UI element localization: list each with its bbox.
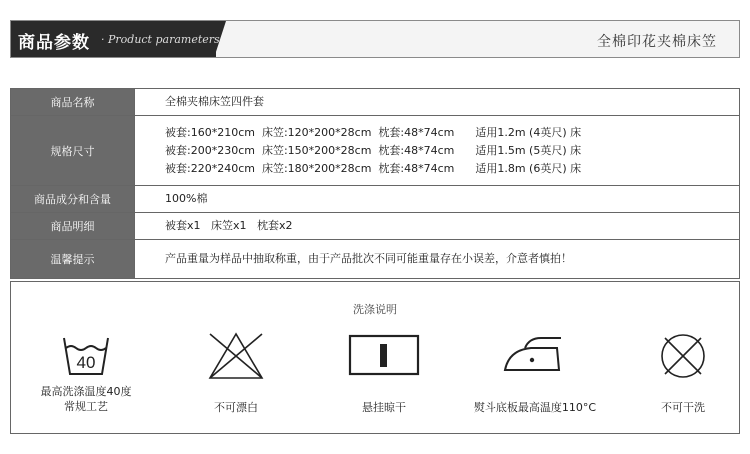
care-label: 常规工艺 [64, 400, 108, 413]
no-dry-clean-icon [643, 326, 723, 384]
table-row [11, 116, 740, 186]
row-value-name [135, 89, 740, 116]
no-bleach-icon [196, 326, 276, 384]
row-label-material: 商品成分和含量 [11, 186, 135, 213]
care-label: 熨斗底板最高温度110°C [473, 401, 597, 414]
section-title: 商品参数 [18, 33, 90, 53]
hang-dry-icon [344, 326, 424, 384]
table-row [11, 89, 740, 116]
product-name-value: 全棉夹棉床笠四件套 [165, 95, 264, 108]
care-title: 洗涤说明 [353, 303, 397, 316]
care-label: 最高洗涤温度40度 [40, 385, 132, 398]
row-value-size [135, 116, 740, 186]
tip-value: 产品重量为样品中抽取称重，由于产品批次不同可能重量存在小误差，介意者慎拍！ [165, 252, 572, 265]
table-row [11, 240, 740, 279]
care-item-bleach [166, 326, 306, 415]
size-line: 被套:220*240cm 床笠:180*200*28cm 枕套:48*74cm 适用1.8m (6英尺) 床 [165, 161, 582, 175]
section-banner [10, 20, 740, 58]
care-item-wash [16, 326, 156, 414]
row-label-contents: 商品明细 [11, 213, 135, 240]
care-item-dry-clean [613, 326, 750, 415]
row-label-tip: 温馨提示 [11, 240, 135, 279]
row-label-size: 规格尺寸 [11, 116, 135, 186]
contents-value: 被套x1 床笠x1 枕套x2 [165, 219, 293, 232]
material-value: 100%棉 [165, 192, 208, 205]
care-item-iron [465, 326, 605, 415]
row-value-material [135, 186, 740, 213]
table-row [11, 213, 740, 240]
size-line: 被套:160*210cm 床笠:120*200*28cm 枕套:48*74cm 适用1.2m (4英尺) 床 [165, 125, 582, 139]
section-subtitle: · Product parameters [101, 33, 220, 46]
product-name-heading: 全棉印花夹棉床笠 [597, 34, 717, 50]
care-instructions [10, 281, 740, 434]
care-item-dry [314, 326, 454, 415]
row-value-tip [135, 240, 740, 279]
row-label-name: 商品名称 [11, 89, 135, 116]
row-value-contents [135, 213, 740, 240]
parameters-table [10, 88, 740, 279]
wash-40-icon [46, 326, 126, 384]
wash-temp-number: 40 [76, 353, 96, 372]
care-label: 悬挂晾干 [362, 401, 406, 414]
care-label: 不可漂白 [214, 401, 258, 414]
iron-icon [495, 326, 575, 384]
table-row [11, 186, 740, 213]
size-line: 被套:200*230cm 床笠:150*200*28cm 枕套:48*74cm 适用1.5m (5英尺) 床 [165, 143, 582, 157]
care-label: 不可干洗 [661, 401, 705, 414]
